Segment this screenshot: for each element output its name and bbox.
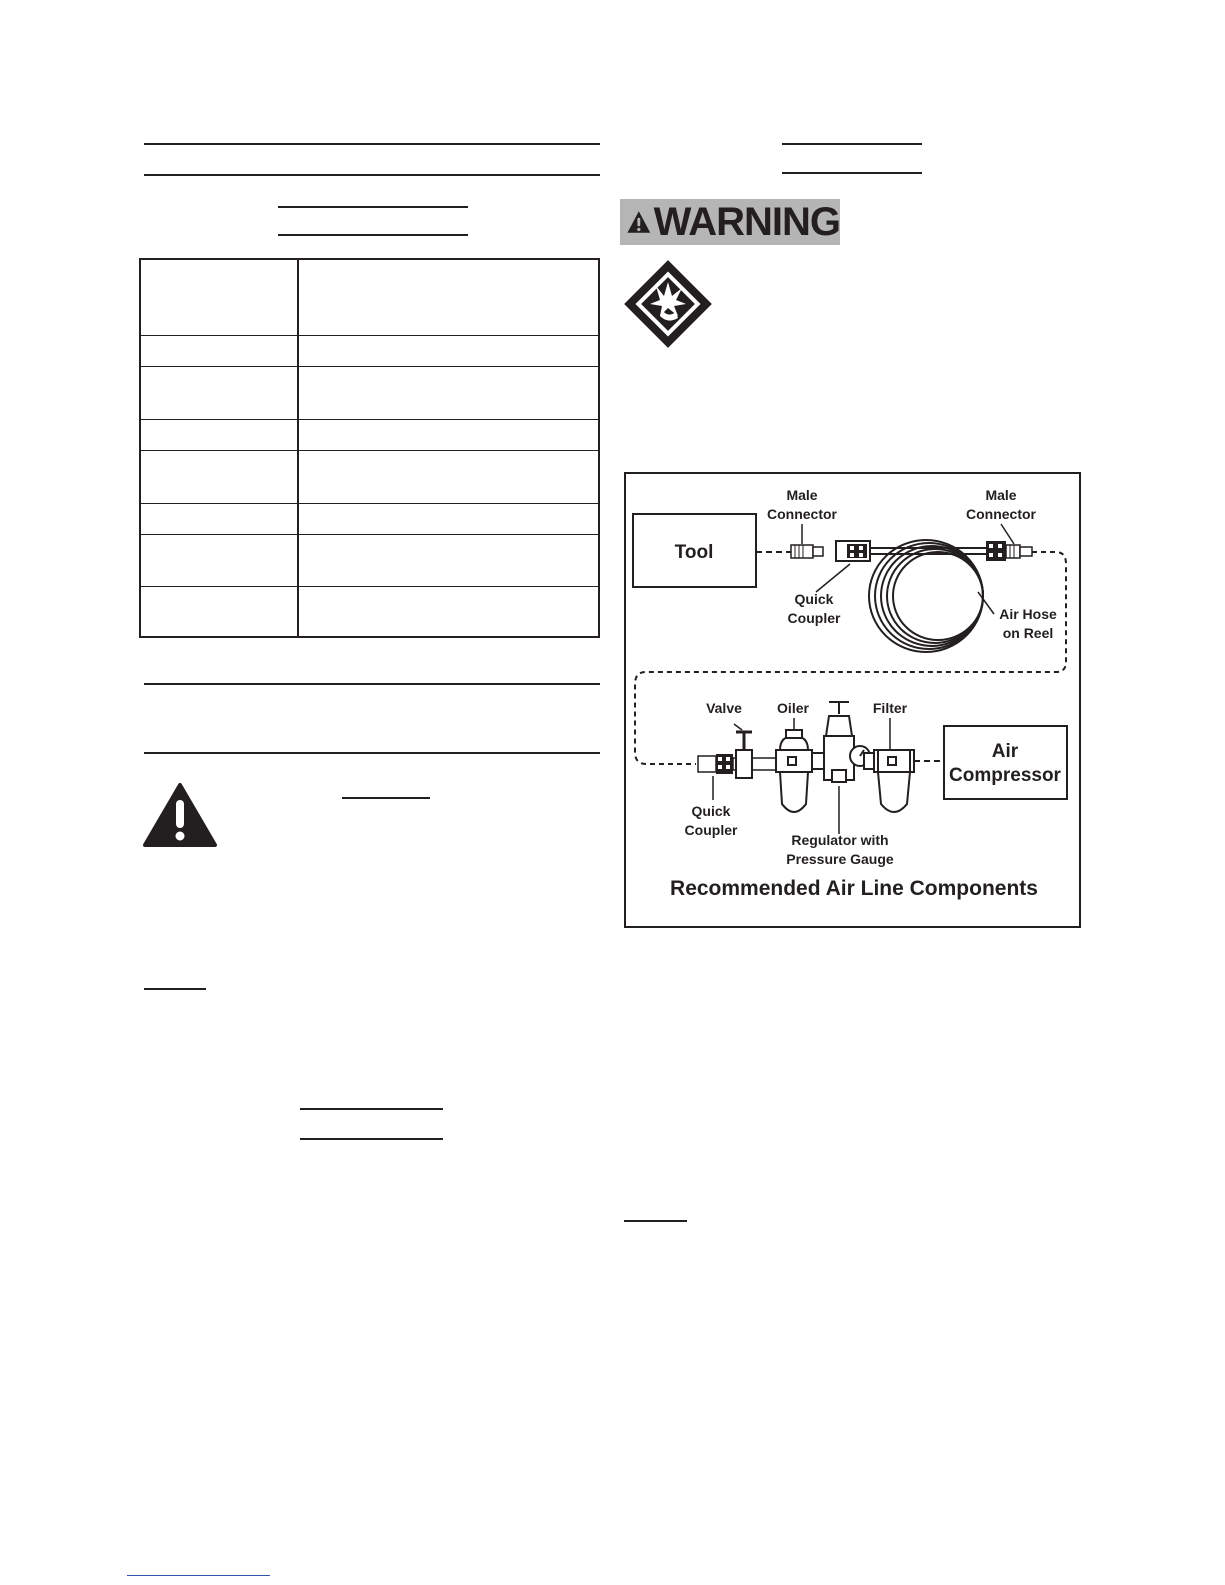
- air-hose-label-1: Air Hose: [999, 606, 1057, 622]
- regulator-label-2: Pressure Gauge: [786, 851, 894, 867]
- quick-coupler-top: [836, 541, 870, 561]
- regulator-with-gauge: [812, 702, 870, 782]
- air-compressor-label-2: Compressor: [949, 765, 1061, 786]
- male-connector-right-label-1: Male: [985, 487, 1017, 503]
- caution-heading-underline: [342, 797, 430, 799]
- quick-coupler-top-label-2: Coupler: [787, 610, 841, 626]
- male-connector-left-label-1: Male: [786, 487, 818, 503]
- table-row: [141, 534, 598, 535]
- specifications-table: [139, 258, 600, 638]
- subheading-rule-top: [300, 1108, 443, 1110]
- air-compressor-label-1: Air: [991, 741, 1019, 762]
- footer-link-underline[interactable]: [127, 1575, 270, 1576]
- table-row: [141, 419, 598, 420]
- male-connector-right-label-2: Connector: [966, 506, 1036, 522]
- specs-title-rule-top: [278, 206, 468, 208]
- table-row: [141, 586, 598, 587]
- setup-rule-bottom: [144, 752, 600, 754]
- left-header-rule-top: [144, 143, 600, 145]
- quick-coupler-top-label-1: Quick: [794, 591, 834, 607]
- air-line-components-figure: [624, 472, 1081, 928]
- figure-caption: Recommended Air Line Components: [670, 877, 1038, 900]
- valve: [736, 732, 752, 778]
- note-underline: [144, 988, 206, 990]
- male-connector-right: [1006, 545, 1032, 558]
- explosion-hazard-icon: [622, 258, 714, 350]
- oiler: [776, 730, 812, 812]
- air-compressor-box: [944, 726, 1067, 799]
- male-connector-left-label-2: Connector: [767, 506, 837, 522]
- quick-coupler-bottom-label-2: Coupler: [684, 822, 738, 838]
- warning-triangle-icon: [626, 205, 652, 239]
- right-header-rule-top: [782, 143, 922, 145]
- quick-coupler-right: [986, 541, 1006, 561]
- air-hose-label-2: on Reel: [1002, 625, 1054, 641]
- setup-rule-top: [144, 683, 600, 685]
- caution-triangle-icon: [142, 782, 218, 848]
- filter-label: Filter: [872, 700, 908, 716]
- air-hose-reel: [869, 540, 983, 652]
- table-column-divider: [297, 260, 299, 636]
- right-header-rule-bottom: [782, 172, 922, 174]
- left-header-rule-bottom: [144, 174, 600, 176]
- right-note-underline: [624, 1220, 687, 1222]
- subheading-rule-bottom: [300, 1138, 443, 1140]
- male-connector-left: [791, 545, 823, 558]
- filter: [864, 750, 914, 812]
- table-row: [141, 503, 598, 504]
- valve-label: Valve: [706, 700, 742, 716]
- warning-label: WARNING: [653, 200, 840, 244]
- regulator-label-1: Regulator with: [791, 832, 889, 848]
- quick-coupler-bottom-label-1: Quick: [691, 803, 731, 819]
- oiler-label: Oiler: [777, 700, 809, 716]
- table-row: [141, 335, 598, 336]
- specs-title-rule-bottom: [278, 234, 468, 236]
- tool-label: Tool: [674, 542, 714, 563]
- table-row: [141, 450, 598, 451]
- quick-coupler-bottom: [698, 754, 733, 774]
- warning-banner: [620, 199, 840, 245]
- table-row: [141, 366, 598, 367]
